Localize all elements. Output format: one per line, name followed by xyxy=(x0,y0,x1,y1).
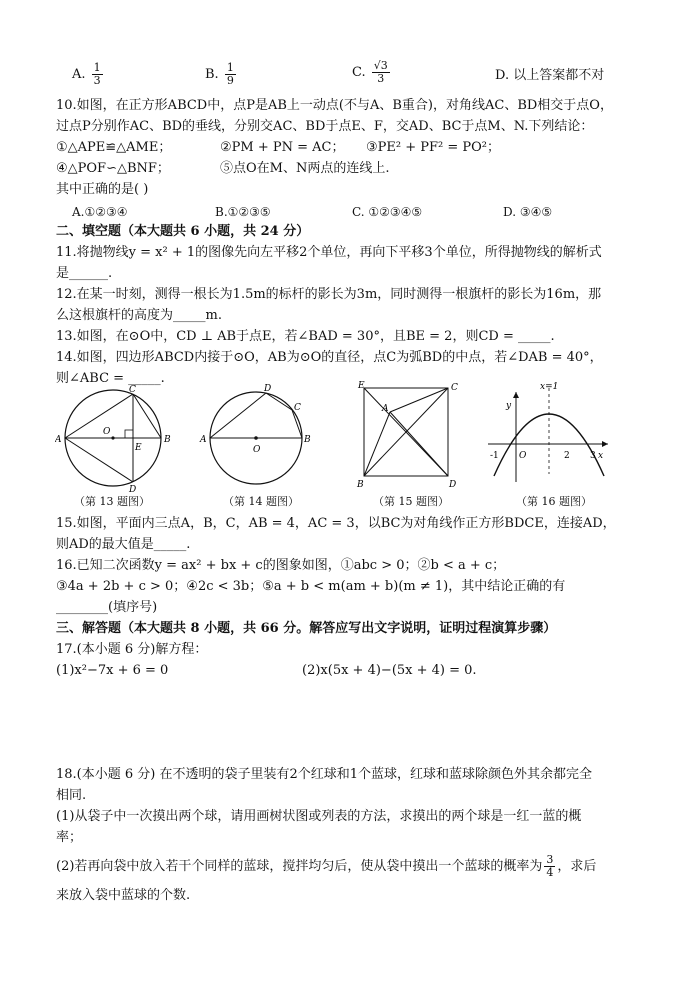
fig14-label-d: D xyxy=(264,384,272,394)
fig13-label-c: C xyxy=(129,385,136,395)
fig16-label-2: 2 xyxy=(564,451,570,461)
fig14-label-a: A xyxy=(200,435,207,445)
figure-14-caption: （第 14 题图） xyxy=(223,495,299,508)
q10-line1: 10.如图，在正方形ABCD中，点P是AB上一动点(不与A、B重合)，对角线AC、BD相交于点O， xyxy=(56,98,613,113)
q14-line1: 14.如图，四边形ABCD内接于⊙O，AB为⊙O的直径，点C为弧BD的中点，若∠DAB = 40°， xyxy=(56,350,603,365)
q16-line1: 16.已知二次函数y = ax² + bx + c的图象如图，①abc > 0；②b < a + c； xyxy=(56,558,506,573)
figure-16-caption: （第 16 题图） xyxy=(516,495,592,508)
fig13-label-d: D xyxy=(129,485,137,494)
figure-13 xyxy=(55,382,175,494)
fig15-label-a: A xyxy=(382,404,389,414)
fig16-label-x: x xyxy=(598,451,604,461)
q18-line2: 相同. xyxy=(56,788,87,803)
q17-equation-1: (1)x²−7x + 6 = 0 xyxy=(56,663,169,678)
q16-line3: ________(填序号) xyxy=(56,600,158,615)
q12-line2: 么这根旗杆的高度为_____m. xyxy=(56,308,222,323)
section-3-heading: 三、解答题（本大题共 8 小题，共 66 分。解答应写出文字说明，证明过程演算步骤） xyxy=(56,621,557,636)
q10-claim-2: ②PM + PN = AC； xyxy=(220,140,345,155)
fig16-label-3: 3 xyxy=(590,451,596,461)
q10-option-a: A.①②③④ xyxy=(72,205,128,219)
q10-option-d: D. ③④⑤ xyxy=(503,205,553,219)
fig13-label-e: E xyxy=(135,443,142,453)
figure-13-caption: （第 13 题图） xyxy=(74,495,150,508)
q17-title: 17.(本小题 6 分)解方程： xyxy=(56,642,208,657)
figure-15-caption: （第 15 题图） xyxy=(373,495,449,508)
q10-question: 其中正确的是( ) xyxy=(56,182,149,197)
q10-claim-4: ④△POF∽△BNF； xyxy=(56,161,170,176)
q15-line2: 则AD的最大值是_____. xyxy=(56,537,191,552)
fig13-label-b: B xyxy=(164,435,171,445)
fig16-label-axis: x=1 xyxy=(540,382,559,392)
fig14-label-o: O xyxy=(253,445,261,455)
figure-14 xyxy=(198,382,318,494)
q18-part1-line1: (1)从袋子中一次摸出两个球，请用画树状图或列表的方法，求摸出的两个球是一红一蓝的概 xyxy=(56,809,582,824)
q11-line2: 是______. xyxy=(56,266,113,281)
q9-option-c: C. $\frac{√3}{3}$ xyxy=(352,59,388,85)
q9-option-b: B. $\frac{1}{9}$ xyxy=(205,61,234,87)
fig14-label-c: C xyxy=(294,403,301,413)
q18-part2-line1: (2)若再向袋中放入若干个同样的蓝球，搅拌均匀后，使从袋中摸出一个蓝球的概率为 $\frac{3}{4}$ ，求后 xyxy=(56,853,597,879)
fig15-label-c: C xyxy=(451,383,458,393)
fig13-label-a: A xyxy=(55,435,62,445)
q18-part2-line2: 来放入袋中蓝球的个数. xyxy=(56,888,191,903)
fig13-label-o: O xyxy=(103,427,111,437)
q9-option-a: A. $\frac{1}{3}$ xyxy=(72,61,101,87)
fig16-label-y: y xyxy=(506,401,512,411)
q10-claim-5: ⑤点O在M、N两点的连线上. xyxy=(220,161,390,176)
q14-line2: 则∠ABC = _____. xyxy=(56,371,165,386)
q10-line2: 过点P分别作AC、BD的垂线，分别交AC、BD于点E、F，交AD、BC于点M、N.下列结论： xyxy=(56,119,594,134)
q18-part1-line2: 率； xyxy=(56,830,83,845)
fig15-label-e: E xyxy=(358,381,365,391)
q18-line1: 18.(本小题 6 分) 在不透明的袋子里装有2个红球和1个蓝球，红球和蓝球除颜色外其余都完全 xyxy=(56,767,593,782)
q17-equation-2: (2)x(5x + 4)−(5x + 4) = 0. xyxy=(302,663,477,678)
q9-option-d: D. 以上答案都不对 xyxy=(495,68,605,83)
fig14-label-b: B xyxy=(304,435,311,445)
fig16-label-origin: O xyxy=(519,451,527,461)
q12-line1: 12.在某一时刻，测得一根长为1.5m的标杆的影长为3m，同时测得一根旗杆的影长为16m，那 xyxy=(56,287,602,302)
fig15-label-d: D xyxy=(449,480,457,490)
section-2-heading: 二、填空题（本大题共 6 小题，共 24 分） xyxy=(56,224,310,239)
q13-text: 13.如图，在⊙O中，CD ⊥ AB于点E，若∠BAD = 30°，且BE = 2，则CD = _____. xyxy=(56,329,555,344)
fig16-label-minus1: -1 xyxy=(490,451,499,461)
figure-15 xyxy=(352,380,462,492)
q10-option-c: C. ①②③④⑤ xyxy=(352,205,423,219)
q11-line1: 11.将抛物线y = x² + 1的图像先向左平移2个单位，再向下平移3个单位，所得抛物线的解析式 xyxy=(56,245,602,260)
q10-option-b: B.①②③⑤ xyxy=(215,205,271,219)
q15-line1: 15.如图，平面内三点A，B，C，AB = 4，AC = 3，以BC为对角线作正方形BDCE，连接AD， xyxy=(56,516,616,531)
q10-claim-1: ①△APE≌△AME； xyxy=(56,140,172,155)
q10-claim-3: ③PE² + PF² = PO²； xyxy=(366,140,501,155)
fig15-label-b: B xyxy=(357,480,364,490)
q16-line2: ③4a + 2b + c > 0；④2c < 3b；⑤a + b < m(am + b)(m ≠ 1)，其中结论正确的有 xyxy=(56,579,566,594)
figure-16 xyxy=(484,378,614,490)
